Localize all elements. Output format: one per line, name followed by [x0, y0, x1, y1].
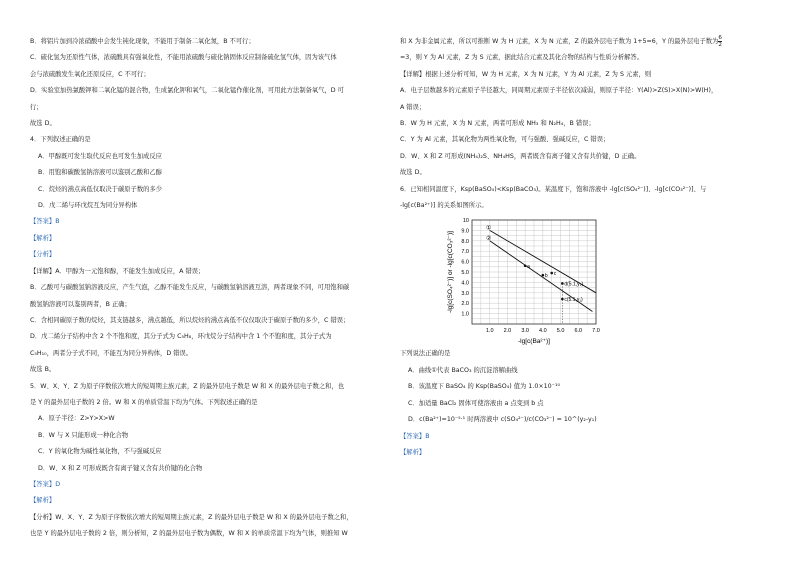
- x-tick-label: 5.0: [556, 328, 565, 335]
- y-tick-label: 3.0: [461, 291, 469, 298]
- left-column-line: B．用饱和碳酸氢钠溶液可以鉴别乙酸和乙醇: [38, 169, 162, 177]
- right-bottom-text: [400, 346, 772, 461]
- left-column-line: 【答案】D: [30, 480, 61, 488]
- right-bottom-line: 【解析】: [400, 448, 426, 456]
- x-tick-label: 4.0: [539, 328, 547, 335]
- series-label: ①: [486, 225, 492, 232]
- y-tick-label: 8.0: [461, 239, 469, 246]
- point-label: b: [544, 273, 548, 280]
- fraction-denominator: 2: [718, 41, 722, 48]
- left-column-line: D．戊二烯与环戊烷互为同分异构体: [38, 202, 138, 210]
- left-column: [30, 34, 392, 543]
- left-column-line: D．W、X 和 Z 可形成既含有离子键又含有共价键的化合物: [38, 464, 203, 472]
- x-tick-label: 1.0: [485, 328, 494, 335]
- left-column-line: 是 Y 的最外层电子数的 2 倍。W 和 X 的单质常温下均为气体。下列叙述正确的是: [30, 398, 258, 406]
- right-column: [400, 34, 772, 461]
- right-bottom-line: 下列说法正确的是: [400, 350, 451, 358]
- left-column-line: 【详解】A．甲醇为一元饱和醇，不能发生加成反应，A 错误；: [30, 267, 205, 275]
- left-column-line: C₅H₁₀，两者分子式不同，不能互为同分异构体，D 错误。: [30, 349, 193, 357]
- left-column-line: 【分析】: [30, 251, 56, 259]
- x-tick-label: 6.0: [574, 328, 583, 335]
- right-top-line: A 错误；: [400, 103, 426, 111]
- x-tick-label: 3.0: [521, 328, 529, 335]
- left-column-line: 行；: [30, 103, 43, 111]
- data-point: [550, 272, 553, 275]
- left-column-line: D．戊二烯分子结构中含 2 个不饱和度，其分子式为 C₅H₈，环戊烷分子结构中含 1 个不饱和度，其分子式为: [30, 333, 332, 341]
- right-bottom-line: B．该温度下 BaSO₄ 的 Ksp(BaSO₄) 值为 1.0×10⁻¹⁰: [408, 383, 561, 391]
- left-column-line: B．W 与 X 只能形成一种化合物: [38, 431, 129, 439]
- right-bottom-line: 【答案】B: [400, 432, 430, 440]
- point-label: c: [553, 271, 557, 278]
- y-axis-label: -lg[c(SO₄²⁻)] or -lg[c(CO₃²⁻)]: [447, 231, 454, 314]
- right-top-line: 和 X 为非金属元素，所以可推断 W 为 H 元素，X 为 N 元素，Z 的最外层电子数为 1+5=6，Y 的最外层电子数为 $\frac{6}{2}$: [400, 34, 722, 48]
- right-bottom-line: A．曲线①代表 BaCO₃ 的沉淀溶解曲线: [408, 366, 518, 374]
- left-column-line: 4．下列叙述正确的是: [30, 136, 91, 144]
- left-column-line: 【分析】W、X、Y、Z 为原子序数依次增大的短周期主族元素，Z 的最外层电子数是 W 和 X 的最外层电子数之和，: [30, 513, 353, 521]
- right-top-line: A．电子层数越多的元素原子半径越大，同周期元素原子半径依次减弱，则原子半径：Y(Al)>Z(S)>X(N)>W(H)，: [400, 87, 718, 95]
- left-column-line: 也是 Y 的最外层电子数的 2 倍，则分析知，Z 的最外层电子数为偶数，W 和 X 的单质常温下均为气体，则推知 W: [30, 530, 348, 538]
- right-top-line: D．W、X 和 Z 可形成(NH₄)₂S、NH₄HS，两者既含有离子键又含有共价键，D 正确。: [400, 152, 641, 160]
- right-top-line: -lg[c(Ba²⁺)] 的关系如图所示。: [400, 202, 488, 210]
- left-column-line: D．实验室加热氯酸钾和二氧化锰的混合物，生成氯化钾和氧气，二氧化锰作催化剂，可用此方法制备氧气，D 可: [30, 87, 344, 95]
- y-tick-label: 9.0: [461, 228, 469, 235]
- right-top-line: 故选 D。: [400, 169, 426, 177]
- data-point: [542, 274, 545, 277]
- right-top-line: C．Y 为 Al 元素，其氧化物为两性氧化物，可与强酸、强碱反应，C 错误；: [400, 136, 610, 144]
- y-tick-label: 7.0: [461, 249, 469, 256]
- left-column-line: 故选 B。: [30, 366, 56, 374]
- point-label: d(5.1,y₂): [564, 281, 584, 288]
- fraction: [718, 35, 722, 48]
- x-tick-label: 2.0: [503, 328, 512, 335]
- y-tick-label: 2.0: [461, 301, 469, 308]
- y-tick-label: 1.0: [461, 312, 469, 319]
- left-column-line: C．硫化氢为还原性气体，浓硫酸具有强氧化性，不能用浓硫酸与硫化钠固体反应制备硫化氢气体，因为该气体: [30, 54, 337, 62]
- left-column-line: C．烷烃的沸点高低仅取决于碳原子数的多少: [38, 185, 163, 193]
- left-column-line: 5．W、X、Y、Z 为原子序数依次增大的短周期主族元素，Z 的最外层电子数是 W 和 X 的最外层电子数之和，也: [30, 382, 345, 390]
- left-column-line: 【解析】: [30, 497, 56, 505]
- x-tick-label: 7.0: [592, 328, 600, 335]
- series-label: ②: [486, 236, 492, 243]
- point-label: c(5.1,y₁): [564, 297, 583, 304]
- y-tick-label: 10: [462, 218, 469, 225]
- solubility-chart: [400, 214, 772, 346]
- x-axis-label: -lg[c(Ba²⁺)]: [518, 338, 550, 346]
- left-column-line: 【解析】: [30, 234, 56, 242]
- right-top-line: B．W 为 H 元素，X 为 N 元素，两者可形成 NH₃ 和 N₂H₄，B 错误；: [400, 120, 595, 128]
- right-top-line: =3，则 Y 为 Al 元素，Z 为 S 元素，据此结合元素及其化合物的结构与性质分析解答。: [400, 54, 644, 62]
- left-column-line: A．原子半径：Z>Y>X>W: [38, 415, 115, 423]
- right-top-line: 6．已知相同温度下，Ksp(BaSO₄)<Ksp(BaCO₃)。某温度下，饱和溶液中 -lg[c(SO₄²⁻)]、-lg[c(CO₃²⁻)]、与: [400, 185, 707, 193]
- left-column-line: 故选 D。: [30, 120, 56, 128]
- y-tick-label: 5.0: [461, 270, 469, 277]
- left-column-line: B．将铝片加到冷浓硝酸中会发生钝化现象，不能用于制备二氧化氮，B 不可行；: [30, 38, 255, 45]
- point-label: a: [527, 264, 530, 271]
- left-column-line: C．含相同碳原子数的烷烃，其支链越多，沸点越低，所以烷烃的沸点高低不仅仅取决于碳原子数的多少，C 错误；: [30, 316, 350, 324]
- fraction-numerator: 6: [718, 34, 722, 41]
- data-point: [524, 265, 527, 268]
- y-tick-label: 6.0: [461, 260, 469, 267]
- left-column-line: C．Y 的氧化物为碱性氧化物，不与强碱反应: [38, 448, 162, 456]
- left-column-line: 会与浓硫酸发生氧化还原反应，C 不可行；: [30, 70, 150, 78]
- right-bottom-line: C．加适量 BaCl₂ 固体可使溶液由 a 点变到 b 点: [408, 399, 544, 407]
- right-top-text: [400, 34, 772, 214]
- left-column-line: A．甲醇既可发生取代反应也可发生加成反应: [38, 152, 162, 160]
- chart-container: [400, 214, 772, 346]
- left-column-line: B．乙酸可与碳酸氢钠溶液反应，产生气泡，乙醇不能发生反应，与碳酸氢钠溶液互溶，两者现象不同，可用饱和碳: [30, 284, 350, 292]
- left-column-line: 酸氢钠溶液可以鉴别两者，B 正确；: [30, 300, 131, 308]
- y-tick-label: 4.0: [461, 280, 469, 287]
- right-top-line: 【详解】根据上述分析可知，W 为 H 元素，X 为 N 元素，Y 为 Al 元素，Z 为 S 元素，则: [400, 70, 652, 78]
- left-column-line: 【答案】B: [30, 218, 60, 226]
- right-bottom-line: D．c(Ba²⁺)=10⁻⁵·¹ 时两溶液中 c(SO₄²⁻)/c(CO₃²⁻) = 10^(y₂-y₁): [408, 416, 597, 424]
